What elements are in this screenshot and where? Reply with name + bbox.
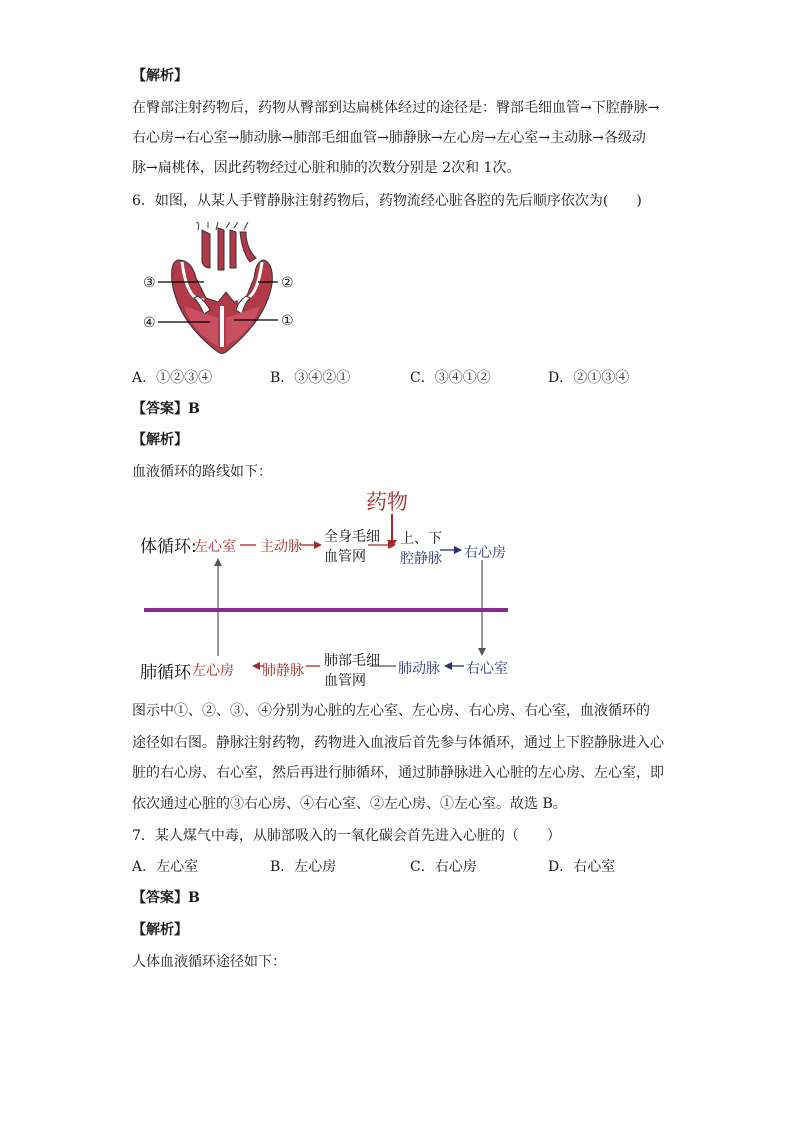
aorta-label: 主动脉	[260, 539, 302, 555]
q6-option-c: C．③④①②	[410, 370, 491, 386]
q6-option-d: D．②①③④	[548, 370, 630, 386]
left-ventricle-top: 左心室	[194, 539, 236, 555]
q6-explanation-line: 依次通过心脏的③右心房、④右心室、②左心房、①左心室。故选 B。	[132, 796, 567, 812]
body-capillary-label: 全身毛细	[324, 529, 380, 545]
heart-label-3: ③	[143, 275, 156, 291]
heart-label-4: ④	[143, 315, 156, 331]
question-7-stem: 7．某人煤气中毒，从肺部吸入的一氧化碳会首先进入心脏的（ ）	[132, 828, 561, 844]
left-atrium-label: 左心房	[192, 663, 234, 679]
analysis-line: 脉→扁桃体，因此药物经过心脏和肺的次数分别是 2次和 1次。	[132, 160, 521, 176]
q6-explanation-line: 途径如右图。静脉注射药物，药物进入血液后首先参与体循环，通过上下腔静脉进入心	[132, 735, 664, 751]
vena-cava-label: 上、下	[400, 531, 442, 547]
q6-option-a: A．①②③④	[132, 370, 213, 386]
pulmonary-artery-label: 肺动脉	[398, 661, 440, 677]
pulmonary-circulation-label: 肺循环	[140, 663, 191, 683]
systemic-circulation-label: 体循环:	[140, 537, 197, 557]
q6-analysis-heading: 【解析】	[132, 432, 188, 448]
q6-explanation-line: 脏的右心房、右心室，然后再进行肺循环，通过肺静脉进入心脏的左心房、左心室，即	[132, 765, 664, 781]
heart-label-2: ②	[281, 275, 294, 291]
drug-label: 药物	[366, 490, 408, 514]
q6-explanation-line: 图示中①、②、③、④分别为心脏的左心室、左心房、右心房、右心室，血液循环的	[132, 703, 650, 719]
q6-answer: 【答案】B	[132, 401, 200, 417]
q7-analysis-heading: 【解析】	[132, 922, 188, 938]
question-6-stem: 6．如图，从某人手臂静脉注射药物后，药物流经心脏各腔的先后顺序依次为( )	[132, 193, 642, 209]
circulation-diagram	[130, 486, 530, 692]
lung-capillary-label: 肺部毛细	[324, 653, 380, 669]
analysis-heading: 【解析】	[132, 68, 188, 84]
q7-option-a: A．左心室	[132, 859, 199, 875]
q6-option-b: B．③④②①	[270, 370, 351, 386]
lung-capillary-label: 血管网	[324, 673, 366, 689]
body-capillary-label: 血管网	[324, 549, 366, 565]
q7-option-c: C．右心房	[410, 859, 477, 875]
q7-option-d: D．右心室	[548, 859, 616, 875]
q7-answer: 【答案】B	[132, 890, 200, 906]
q6-analysis-intro: 血液循环的路线如下：	[132, 464, 272, 480]
q7-option-b: B．左心房	[270, 859, 337, 875]
pulmonary-vein-label: 肺静脉	[262, 663, 304, 679]
right-ventricle-label: 右心室	[466, 661, 508, 677]
right-atrium-label: 右心房	[464, 545, 506, 561]
analysis-line: 右心房→右心室→肺动脉→肺部毛细血管→肺静脉→左心房→左心室→主动脉→各级动	[132, 130, 646, 146]
analysis-line: 在臀部注射药物后，药物从臀部到达扁桃体经过的途径是：臀部毛细血管→下腔静脉→	[132, 100, 660, 116]
heart-label-1: ①	[281, 313, 294, 329]
q7-analysis-intro: 人体血液循环途径如下：	[132, 954, 286, 970]
vena-cava-label: 腔静脉	[400, 551, 442, 567]
